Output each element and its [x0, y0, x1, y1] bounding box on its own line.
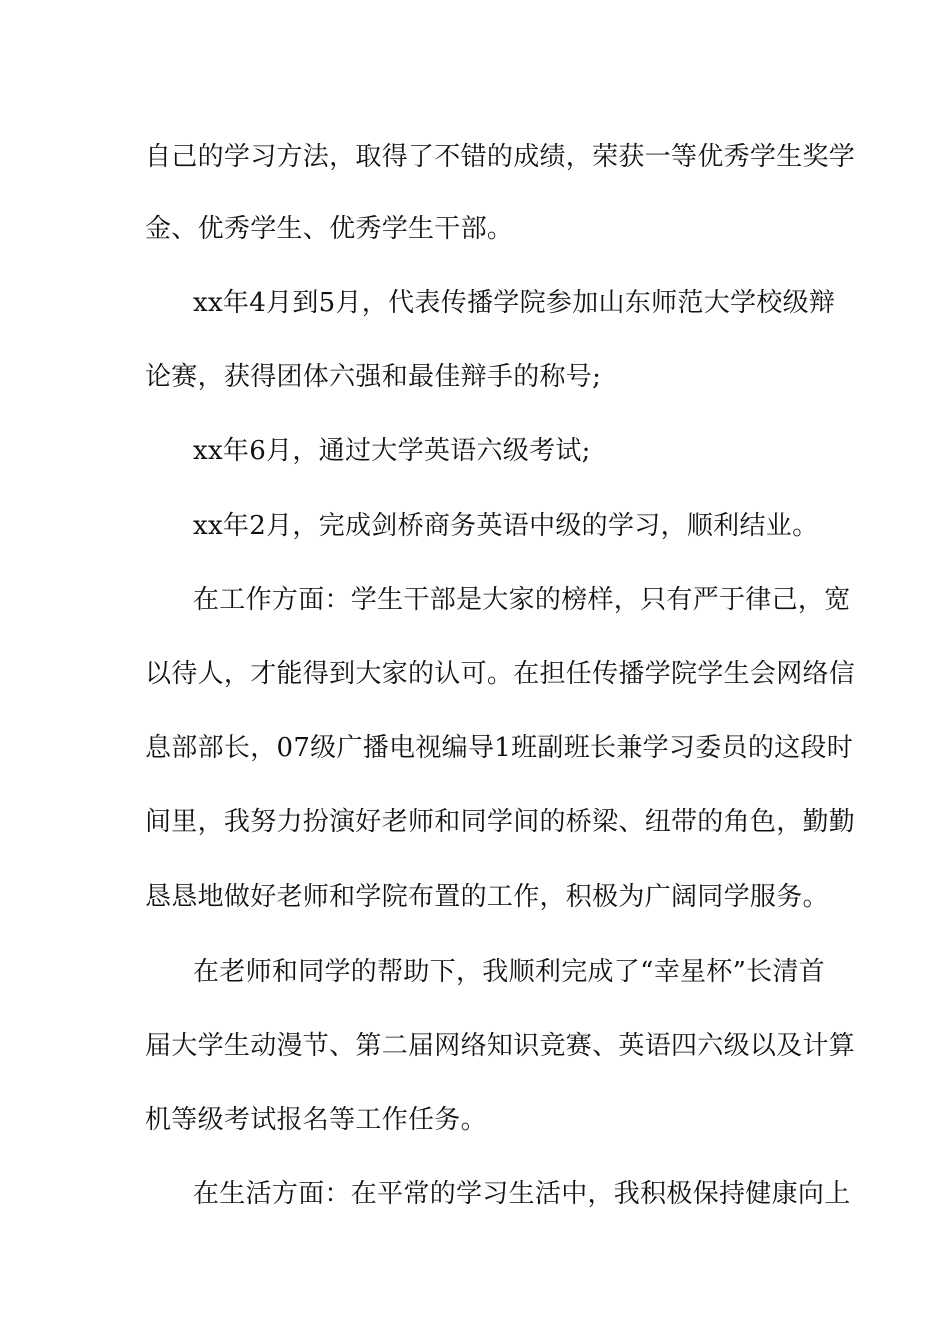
- text-line: 息部部长，07级广播电视编导1班副班长兼学习委员的这段时: [145, 733, 854, 763]
- text-line: 届大学生动漫节、第二届网络知识竞赛、英语四六级以及计算: [145, 1031, 856, 1061]
- text-line: 恳恳地做好老师和学院布置的工作，积极为广阔同学服务。: [145, 882, 829, 912]
- text-line: 自己的学习方法，取得了不错的成绩，荣获一等优秀学生奖学: [145, 142, 856, 172]
- text-line: 在工作方面：学生干部是大家的榜样，只有严于律己，宽: [193, 585, 851, 615]
- text-line: 金、优秀学生、优秀学生干部。: [145, 214, 514, 244]
- text-line: 论赛，获得团体六强和最佳辩手的称号;: [145, 362, 602, 392]
- text-line: xx年6月，通过大学英语六级考试;: [193, 436, 591, 466]
- text-line: 在老师和同学的帮助下，我顺利完成了“幸星杯”长清首: [193, 957, 826, 987]
- text-line: 间里，我努力扮演好老师和同学间的桥梁、纽带的角色，勤勤: [145, 807, 856, 837]
- text-line: 在生活方面：在平常的学习生活中，我积极保持健康向上: [193, 1179, 851, 1209]
- text-line: 机等级考试报名等工作任务。: [145, 1105, 487, 1135]
- text-line: 以待人，才能得到大家的认可。在担任传播学院学生会网络信: [145, 659, 856, 689]
- text-line: xx年2月，完成剑桥商务英语中级的学习，顺利结业。: [193, 511, 819, 541]
- text-line: xx年4月到5月，代表传播学院参加山东师范大学校级辩: [193, 288, 836, 318]
